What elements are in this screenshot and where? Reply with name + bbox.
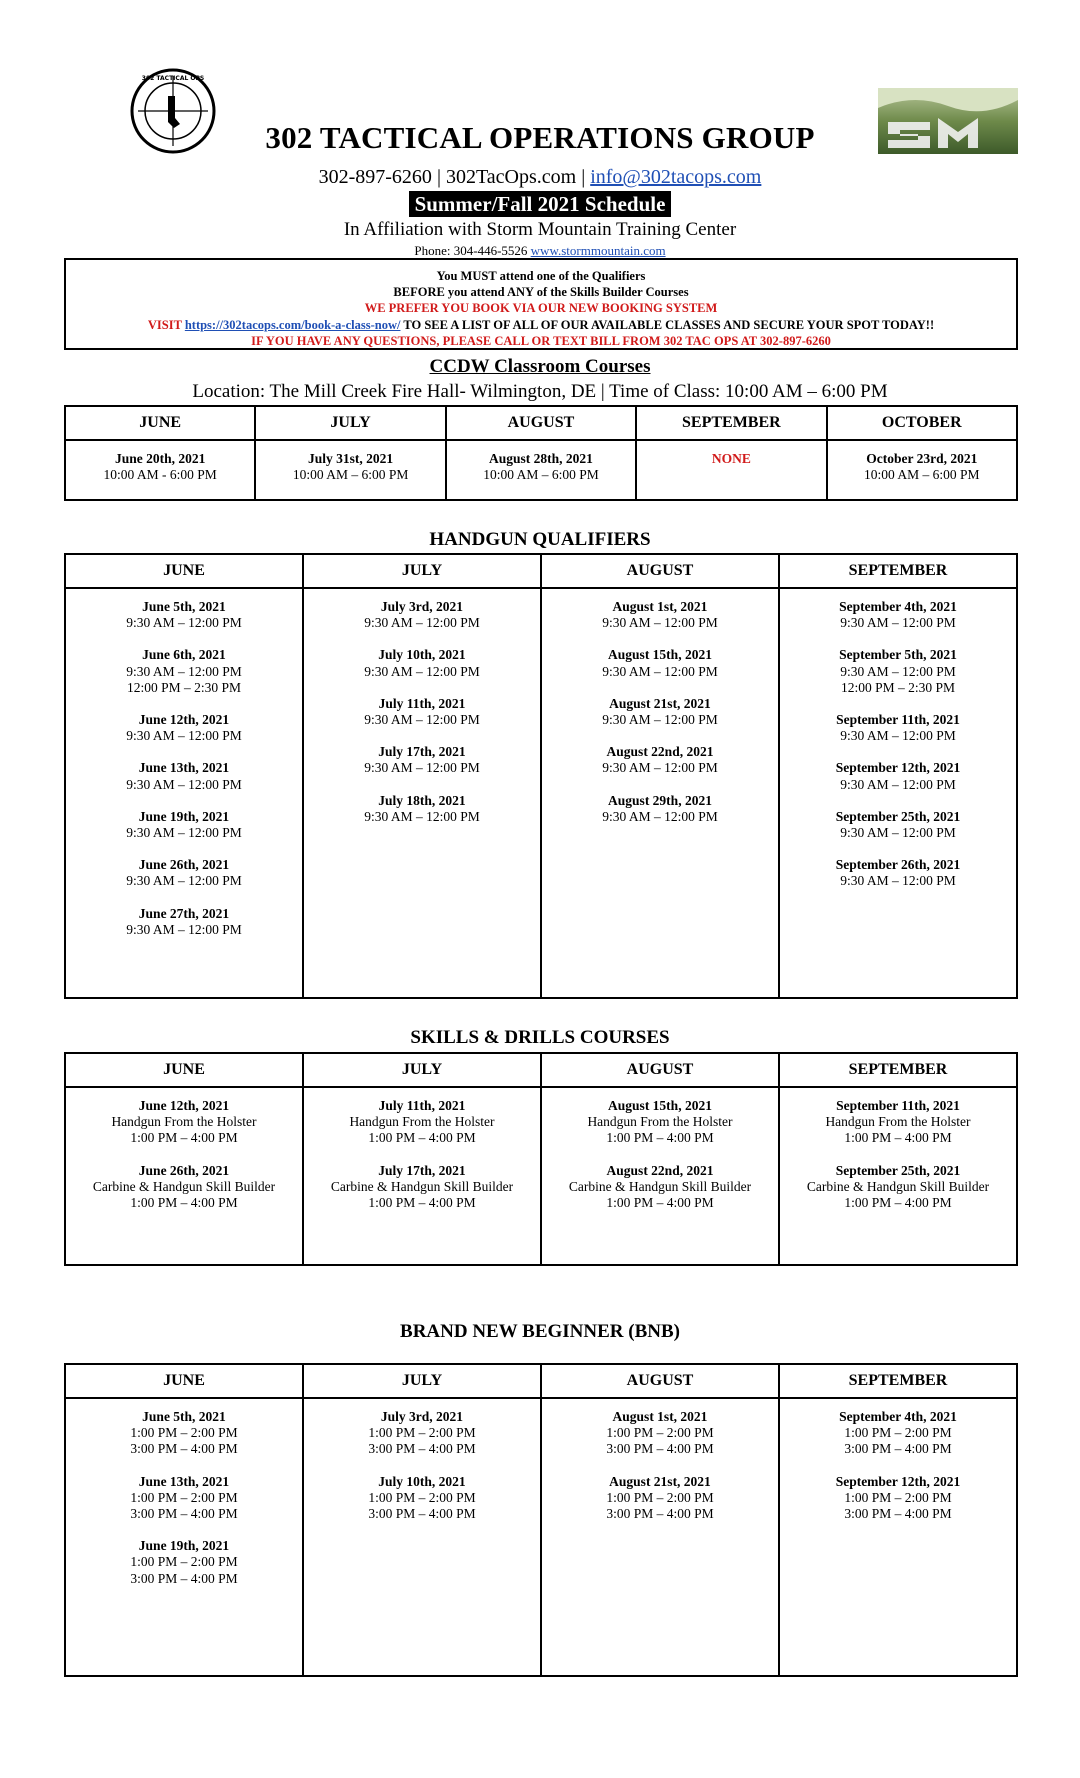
schedule-entry: [780, 1098, 1016, 1147]
schedule-entry: [304, 1163, 540, 1212]
entry-date: June 6th, 2021: [142, 647, 226, 663]
entry-detail: 12:00 PM – 2:30 PM: [840, 679, 956, 695]
handgun-qualifiers-month-header: AUGUST: [541, 554, 779, 588]
bnb-month-header: SEPTEMBER: [779, 1364, 1017, 1398]
entry-date: June 5th, 2021: [142, 1409, 226, 1424]
schedule-entry: [304, 1474, 540, 1523]
schedule-entry: [542, 696, 778, 728]
ccdw-time: 10:00 AM – 6:00 PM: [483, 467, 599, 483]
entry-detail: Handgun From the Holster: [349, 1114, 495, 1130]
bnb-cell: [303, 1398, 541, 1676]
entry-date: August 21st, 2021: [609, 695, 711, 711]
entry-date: September 26th, 2021: [835, 857, 961, 873]
entry-detail: 1:00 PM – 2:00 PM: [844, 1489, 952, 1505]
entry-detail: Handgun From the Holster: [825, 1114, 971, 1130]
entry-date: September 25th, 2021: [835, 1162, 961, 1178]
entry-date: August 15th, 2021: [608, 1098, 712, 1113]
entry-detail: 1:00 PM – 4:00 PM: [368, 1130, 476, 1146]
entry-date: June 13th, 2021: [138, 760, 230, 776]
entry-date: June 12th, 2021: [138, 712, 230, 728]
separator: |: [581, 166, 586, 188]
entry-date: June 12th, 2021: [138, 1098, 230, 1113]
entry-date: June 13th, 2021: [138, 1473, 230, 1489]
entry-detail: 1:00 PM – 2:00 PM: [606, 1489, 714, 1505]
schedule-entry: [304, 647, 540, 679]
skills-drills-table: [64, 1052, 1018, 1266]
notice-line-1: You MUST attend one of the Qualifiers: [436, 269, 646, 283]
entry-detail: Carbine & Handgun Skill Builder: [568, 1178, 752, 1194]
entry-detail: 9:30 AM – 12:00 PM: [364, 615, 480, 631]
entry-detail: 9:30 AM – 12:00 PM: [126, 921, 242, 937]
entry-date: July 18th, 2021: [378, 792, 466, 808]
storm-mountain-link[interactable]: www.stormmountain.com: [530, 243, 666, 258]
ccdw-month-header: JULY: [255, 406, 445, 440]
entry-date: July 10th, 2021: [378, 647, 466, 663]
ccdw-table: [64, 405, 1018, 501]
handgun-qualifiers-month-header: JUNE: [65, 554, 303, 588]
schedule-entry: [304, 744, 540, 776]
visit-suffix: TO SEE A LIST OF ALL OF OUR AVAILABLE CLASSES AND SECURE YOUR SPOT TODAY!!: [403, 317, 935, 332]
entry-date: June 26th, 2021: [138, 1162, 230, 1178]
ccdw-section-title: CCDW Classroom Courses: [429, 356, 651, 377]
entry-date: September 11th, 2021: [836, 1098, 960, 1113]
schedule-entry: [66, 760, 302, 792]
ccdw-time: 10:00 AM – 6:00 PM: [292, 467, 409, 483]
handgun-qualifiers-cell: [779, 588, 1017, 998]
bnb-cell: [65, 1398, 303, 1676]
entry-detail: 9:30 AM – 12:00 PM: [602, 760, 718, 776]
entry-detail: Carbine & Handgun Skill Builder: [92, 1178, 276, 1194]
schedule-entry: [66, 1409, 302, 1458]
handgun-qualifiers-month-header: SEPTEMBER: [779, 554, 1017, 588]
entry-date: September 25th, 2021: [835, 808, 961, 824]
schedule-entry: [304, 1409, 540, 1458]
entry-detail: 1:00 PM – 2:00 PM: [130, 1489, 238, 1505]
entry-date: September 5th, 2021: [839, 647, 957, 663]
ccdw-time: 10:00 AM – 6:00 PM: [864, 467, 980, 483]
entry-date: August 21st, 2021: [609, 1473, 711, 1489]
handgun-qualifiers-cell: [303, 588, 541, 998]
schedule-entry: [780, 809, 1016, 841]
schedule-entry: [542, 647, 778, 679]
schedule-entry: [66, 1098, 302, 1147]
entry-detail: 3:00 PM – 4:00 PM: [130, 1570, 238, 1586]
entry-detail: 1:00 PM – 2:00 PM: [130, 1554, 238, 1570]
entry-detail: 1:00 PM – 2:00 PM: [844, 1425, 952, 1441]
entry-detail: 1:00 PM – 2:00 PM: [368, 1489, 476, 1505]
entry-detail: 9:30 AM – 12:00 PM: [126, 776, 242, 792]
entry-detail: 3:00 PM – 4:00 PM: [368, 1506, 476, 1522]
entry-detail: 1:00 PM – 4:00 PM: [130, 1195, 238, 1211]
entry-date: September 11th, 2021: [836, 712, 960, 728]
bnb-cell: [779, 1398, 1017, 1676]
schedule-entry: [780, 647, 1016, 696]
ccdw-date: July 31st, 2021: [308, 451, 394, 466]
entry-date: June 19th, 2021: [138, 808, 230, 824]
entry-detail: 3:00 PM – 4:00 PM: [606, 1506, 714, 1522]
schedule-banner-wrap: [0, 191, 1080, 217]
ccdw-date: August 28th, 2021: [489, 451, 593, 466]
entry-detail: 9:30 AM – 12:00 PM: [126, 663, 242, 679]
ccdw-cell: [255, 440, 445, 500]
entry-detail: Carbine & Handgun Skill Builder: [330, 1178, 514, 1194]
schedule-entry: [780, 599, 1016, 631]
entry-date: July 3rd, 2021: [380, 1409, 464, 1424]
schedule-entry: [66, 647, 302, 696]
entry-detail: 1:00 PM – 4:00 PM: [368, 1195, 476, 1211]
entry-detail: 3:00 PM – 4:00 PM: [844, 1506, 952, 1522]
storm-mountain-phone-line: [0, 243, 1080, 259]
storm-phone: Phone: 304-446-5526: [414, 243, 528, 258]
separator: |: [436, 166, 441, 188]
handgun-qualifiers-cell: [541, 588, 779, 998]
entry-date: August 29th, 2021: [608, 792, 712, 808]
entry-detail: 1:00 PM – 2:00 PM: [368, 1425, 476, 1441]
entry-date: July 3rd, 2021: [380, 599, 464, 614]
schedule-entry: [304, 1098, 540, 1147]
entry-date: June 26th, 2021: [138, 857, 230, 873]
ccdw-none: NONE: [711, 451, 751, 466]
skills-drills-month-header: AUGUST: [541, 1053, 779, 1087]
entry-date: August 1st, 2021: [612, 1409, 708, 1424]
ccdw-cell: [636, 440, 826, 500]
entry-date: September 12th, 2021: [835, 760, 961, 776]
entry-date: June 27th, 2021: [138, 905, 230, 921]
skills-drills-cell: [779, 1087, 1017, 1265]
skills-drills-cell: [541, 1087, 779, 1265]
bnb-title: BRAND NEW BEGINNER (BNB): [400, 1321, 680, 1342]
schedule-entry: [66, 1538, 302, 1587]
entry-date: July 17th, 2021: [378, 1162, 466, 1178]
entry-detail: 9:30 AM – 12:00 PM: [364, 712, 480, 728]
bnb-table: [64, 1363, 1018, 1677]
skills-drills-month-header: SEPTEMBER: [779, 1053, 1017, 1087]
entry-detail: 9:30 AM – 12:00 PM: [602, 615, 718, 631]
entry-detail: Handgun From the Holster: [587, 1114, 733, 1130]
schedule-entry: [542, 1409, 778, 1458]
entry-detail: 1:00 PM – 4:00 PM: [606, 1130, 714, 1146]
notice-line-2: BEFORE you attend ANY of the Skills Builder Courses: [393, 285, 689, 300]
entry-detail: 1:00 PM – 2:00 PM: [606, 1425, 714, 1441]
entry-detail: 3:00 PM – 4:00 PM: [368, 1441, 476, 1457]
ccdw-time: 10:00 AM - 6:00 PM: [103, 467, 217, 483]
notice-box: [64, 258, 1018, 350]
schedule-entry: [66, 599, 302, 631]
schedule-entry: [66, 1474, 302, 1523]
schedule-entry: [542, 1163, 778, 1212]
notice-line-3: WE PREFER YOU BOOK VIA OUR NEW BOOKING SYSTEM: [364, 301, 718, 316]
skills-drills-cell: [303, 1087, 541, 1265]
skills-drills-month-header: JULY: [303, 1053, 541, 1087]
handgun-qualifiers-title: HANDGUN QUALIFIERS: [429, 529, 651, 550]
schedule-entry: [542, 599, 778, 631]
entry-detail: 12:00 PM – 2:30 PM: [126, 679, 242, 695]
schedule-entry: [780, 1163, 1016, 1212]
entry-date: August 22nd, 2021: [606, 744, 714, 760]
schedule-entry: [542, 1098, 778, 1147]
bnb-month-header: AUGUST: [541, 1364, 779, 1398]
bnb-month-header: JUNE: [65, 1364, 303, 1398]
entry-detail: 3:00 PM – 4:00 PM: [844, 1441, 952, 1457]
ccdw-cell: [827, 440, 1017, 500]
entry-date: July 11th, 2021: [378, 1098, 466, 1113]
schedule-entry: [542, 793, 778, 825]
skills-drills-cell: [65, 1087, 303, 1265]
ccdw-cell: [446, 440, 636, 500]
entry-date: September 4th, 2021: [839, 1409, 957, 1424]
entry-date: July 10th, 2021: [378, 1473, 466, 1489]
bnb-cell: [541, 1398, 779, 1676]
entry-date: September 4th, 2021: [839, 599, 957, 614]
skills-drills-title: SKILLS & DRILLS COURSES: [410, 1027, 670, 1048]
entry-detail: 9:30 AM – 12:00 PM: [126, 728, 242, 744]
entry-date: August 15th, 2021: [608, 647, 712, 663]
svg-text:302 TACTICAL OPS: 302 TACTICAL OPS: [141, 75, 205, 82]
entry-detail: 9:30 AM – 12:00 PM: [126, 615, 242, 631]
handgun-qualifiers-table: [64, 553, 1018, 999]
schedule-entry: [304, 599, 540, 631]
entry-detail: 3:00 PM – 4:00 PM: [130, 1506, 238, 1522]
entry-detail: 9:30 AM – 12:00 PM: [602, 663, 718, 679]
entry-detail: 1:00 PM – 4:00 PM: [130, 1130, 238, 1146]
entry-detail: 3:00 PM – 4:00 PM: [130, 1441, 238, 1457]
ccdw-month-header: SEPTEMBER: [636, 406, 826, 440]
entry-detail: Handgun From the Holster: [111, 1114, 257, 1130]
schedule-entry: [66, 857, 302, 889]
entry-detail: 9:30 AM – 12:00 PM: [840, 776, 956, 792]
skills-drills-month-header: JUNE: [65, 1053, 303, 1087]
entry-date: September 12th, 2021: [835, 1473, 961, 1489]
ccdw-date: June 20th, 2021: [115, 451, 206, 466]
entry-detail: 9:30 AM – 12:00 PM: [126, 873, 242, 889]
ccdw-month-header: AUGUST: [446, 406, 636, 440]
entry-date: June 19th, 2021: [138, 1538, 230, 1554]
schedule-entry: [304, 793, 540, 825]
entry-detail: 9:30 AM – 12:00 PM: [364, 760, 480, 776]
entry-detail: Carbine & Handgun Skill Builder: [806, 1178, 990, 1194]
contact-line: [0, 166, 1080, 189]
schedule-entry: [304, 696, 540, 728]
ccdw-month-header: OCTOBER: [827, 406, 1017, 440]
entry-detail: 1:00 PM – 4:00 PM: [844, 1195, 952, 1211]
contact-site: 302TacOps.com: [445, 166, 577, 188]
bnb-month-header: JULY: [303, 1364, 541, 1398]
handgun-qualifiers-month-header: JULY: [303, 554, 541, 588]
entry-date: August 22nd, 2021: [606, 1162, 714, 1178]
schedule-entry: [66, 809, 302, 841]
visit-label: VISIT: [147, 317, 182, 332]
notice-line-5: IF YOU HAVE ANY QUESTIONS, PLEASE CALL OR TEXT BILL FROM 302 TAC OPS AT 302-897-6260: [251, 333, 831, 348]
entry-detail: 1:00 PM – 4:00 PM: [844, 1130, 952, 1146]
ccdw-date: October 23rd, 2021: [866, 451, 978, 466]
entry-detail: 9:30 AM – 12:00 PM: [840, 873, 956, 889]
ccdw-location: Location: The Mill Creek Fire Hall- Wilmington, DE | Time of Class: 10:00 AM – 6:00 PM: [192, 381, 888, 402]
entry-detail: 1:00 PM – 4:00 PM: [606, 1195, 714, 1211]
entry-detail: 1:00 PM – 2:00 PM: [130, 1425, 238, 1441]
entry-detail: 9:30 AM – 12:00 PM: [364, 808, 480, 824]
schedule-entry: [66, 712, 302, 744]
schedule-entry: [780, 760, 1016, 792]
notice-line-4: [66, 317, 1016, 333]
entry-detail: 9:30 AM – 12:00 PM: [364, 663, 480, 679]
entry-detail: 9:30 AM – 12:00 PM: [126, 825, 242, 841]
schedule-entry: [66, 1163, 302, 1212]
entry-detail: 9:30 AM – 12:00 PM: [602, 808, 718, 824]
contact-email-link[interactable]: info@302tacops.com: [590, 166, 762, 188]
booking-link[interactable]: https://302tacops.com/book-a-class-now/: [184, 317, 401, 332]
schedule-entry: [780, 1409, 1016, 1458]
schedule-entry: [542, 1474, 778, 1523]
ccdw-cell: [65, 440, 255, 500]
entry-detail: 9:30 AM – 12:00 PM: [840, 615, 956, 631]
entry-detail: 3:00 PM – 4:00 PM: [606, 1441, 714, 1457]
handgun-qualifiers-cell: [65, 588, 303, 998]
ccdw-month-header: JUNE: [65, 406, 255, 440]
entry-detail: 9:30 AM – 12:00 PM: [602, 712, 718, 728]
org-title: 302 TACTICAL OPERATIONS GROUP: [265, 120, 815, 155]
entry-date: July 17th, 2021: [378, 744, 466, 760]
schedule-entry: [780, 857, 1016, 889]
entry-date: August 1st, 2021: [612, 599, 708, 614]
entry-date: June 5th, 2021: [142, 599, 226, 614]
entry-detail: 9:30 AM – 12:00 PM: [840, 825, 956, 841]
entry-date: July 11th, 2021: [378, 695, 466, 711]
schedule-entry: [66, 906, 302, 938]
entry-detail: 9:30 AM – 12:00 PM: [840, 663, 956, 679]
contact-phone: 302-897-6260: [318, 166, 432, 188]
schedule-banner: Summer/Fall 2021 Schedule: [409, 191, 672, 217]
schedule-entry: [542, 744, 778, 776]
schedule-entry: [780, 1474, 1016, 1523]
affiliation-line: In Affiliation with Storm Mountain Training Center: [343, 219, 737, 240]
entry-detail: 9:30 AM – 12:00 PM: [840, 728, 956, 744]
schedule-entry: [780, 712, 1016, 744]
